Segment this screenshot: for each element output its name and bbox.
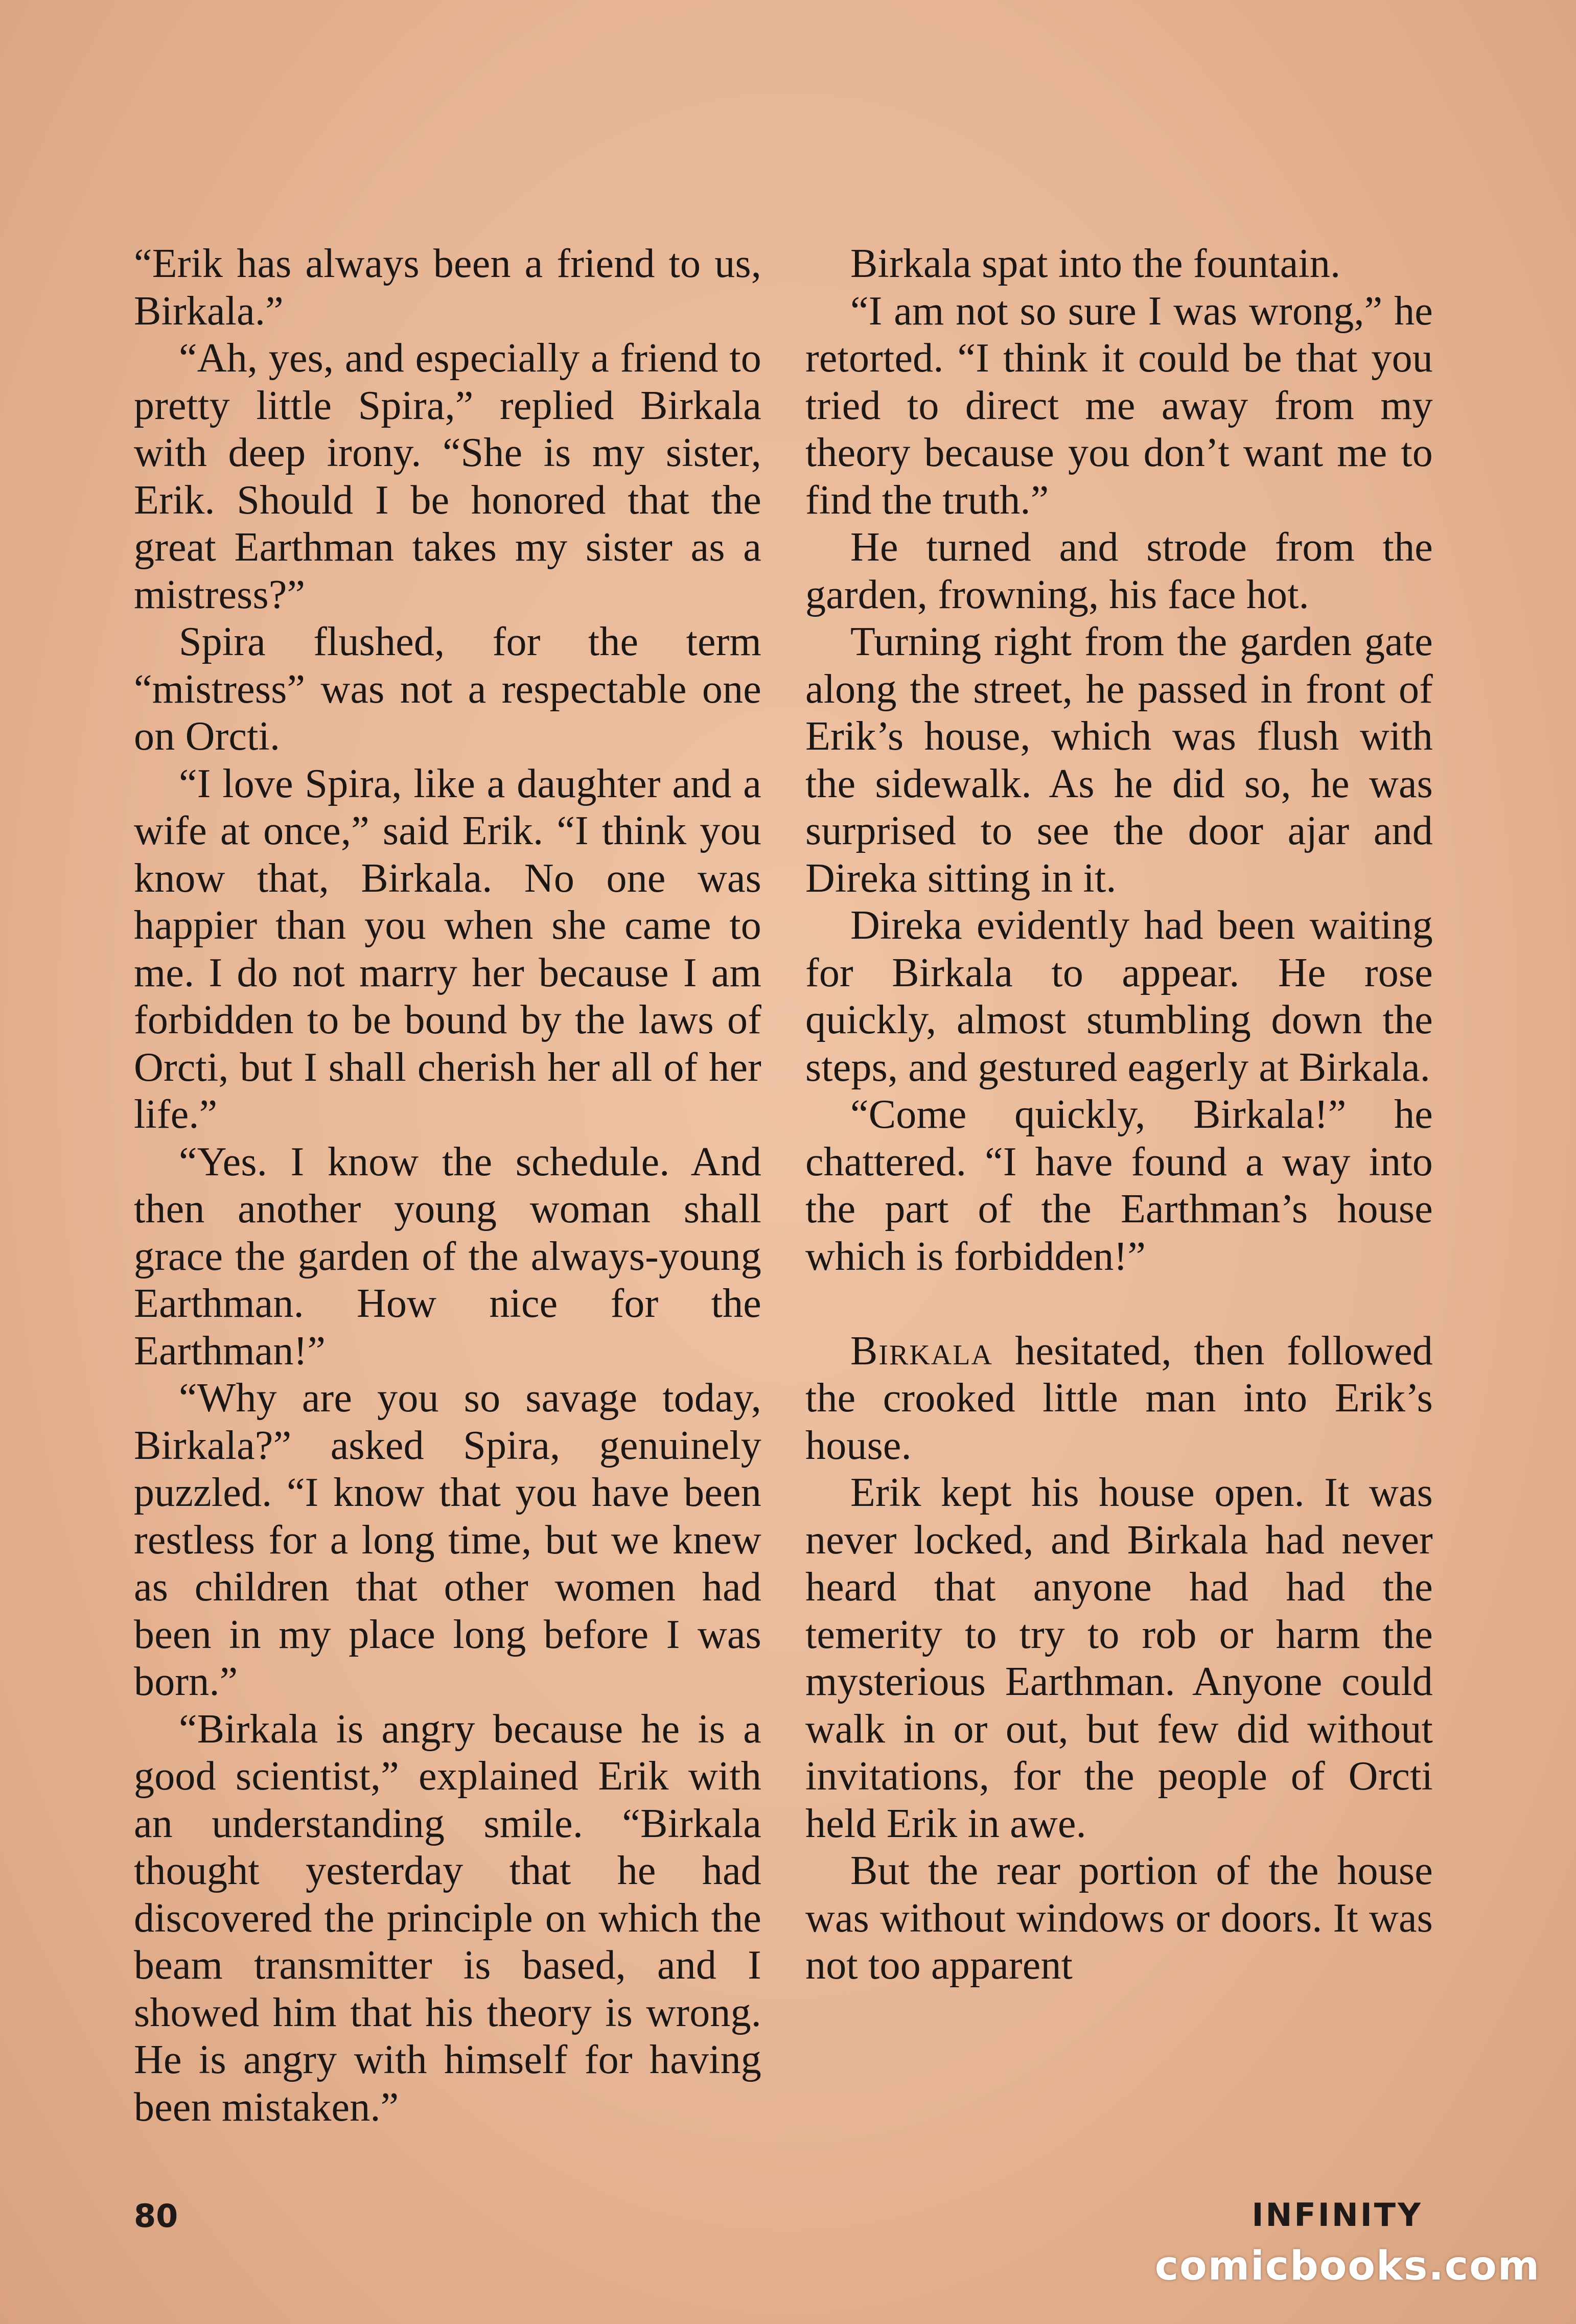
magazine-title: INFINITY — [1251, 2196, 1423, 2234]
paragraph-text: hesitated, then followed the crooked little man into Erik’s house. — [805, 1328, 1433, 1468]
right-text-column — [805, 240, 1433, 1989]
paragraph: “Yes. I know the schedule. And then another young woman shall grace the garden of the always-young Earthman. How nice for the Earthman!” — [134, 1139, 761, 1374]
paragraph: He turned and strode from the garden, frowning, his face hot. — [805, 525, 1433, 617]
paragraph: Erik kept his house open. It was never locked, and Birkala had never heard that anyone had had the temerity to try to rob or harm the mysterious Earthman. Anyone could walk in or out, but few did without invitations, for the people of Orcti held Erik in awe. — [805, 1470, 1433, 1846]
paragraph: “Why are you so savage today, Birkala?” asked Spira, genuinely puzzled. “I know that you have been restless for a long time, but we knew as children that other women had been in my place long before I was born.” — [134, 1376, 761, 1704]
paragraph: Direka evidently had been waiting for Birkala to appear. He rose quickly, almost stumbling down the steps, and gestured eagerly at Birkala. — [805, 903, 1433, 1090]
paragraph: “Birkala is angry because he is a good scientist,” explained Erik with an understanding smile. “Birkala thought yesterday that he had discovered the principle on which the beam transmitter is based, and I showed him that his theory is wrong. He is angry with himself for having been mistaken.” — [134, 1706, 761, 2130]
paragraph: Turning right from the garden gate along the street, he passed in front of Erik’s house, which was flush with the sidewalk. As he did so, he was surprised to see the door ajar and Direka sitting in it. — [805, 619, 1433, 901]
section-break-paragraph — [805, 1328, 1433, 1470]
paragraph: “Come quickly, Birkala!” he chattered. “I have found a way into the part of the Earthman’s house which is forbidden!” — [805, 1092, 1433, 1279]
paragraph: But the rear portion of the house was without windows or doors. It was not too apparent — [805, 1848, 1433, 1988]
page-number: 80 — [134, 2197, 178, 2235]
paragraph: “Erik has always been a friend to us, Birkala.” — [134, 241, 761, 334]
watermark: comicbooks.com — [1154, 2243, 1540, 2289]
lead-in-word: Birkala — [850, 1328, 993, 1374]
paragraph: “Ah, yes, and especially a friend to pretty little Spira,” replied Birkala with deep irony. “She is my sister, Erik. Should I be honored that the great Earthman takes my sister as a mistress?” — [134, 336, 761, 617]
paragraph: Birkala spat into the fountain. — [850, 241, 1341, 286]
paragraph: Spira flushed, for the term “mistress” was not a respectable one on Orcti. — [134, 619, 761, 759]
left-text-column — [134, 240, 761, 2131]
paragraph: “I am not so sure I was wrong,” he retorted. “I think it could be that you tried to direct me away from my theory because you don’t want me to find the truth.” — [805, 288, 1433, 523]
paragraph: “I love Spira, like a daughter and a wife at once,” said Erik. “I think you know that, Birkala. No one was happier than you when she came to me. I do not marry her because I am forbidden to be bound by the laws of Orcti, but I shall cherish her all of her life.” — [134, 761, 761, 1137]
